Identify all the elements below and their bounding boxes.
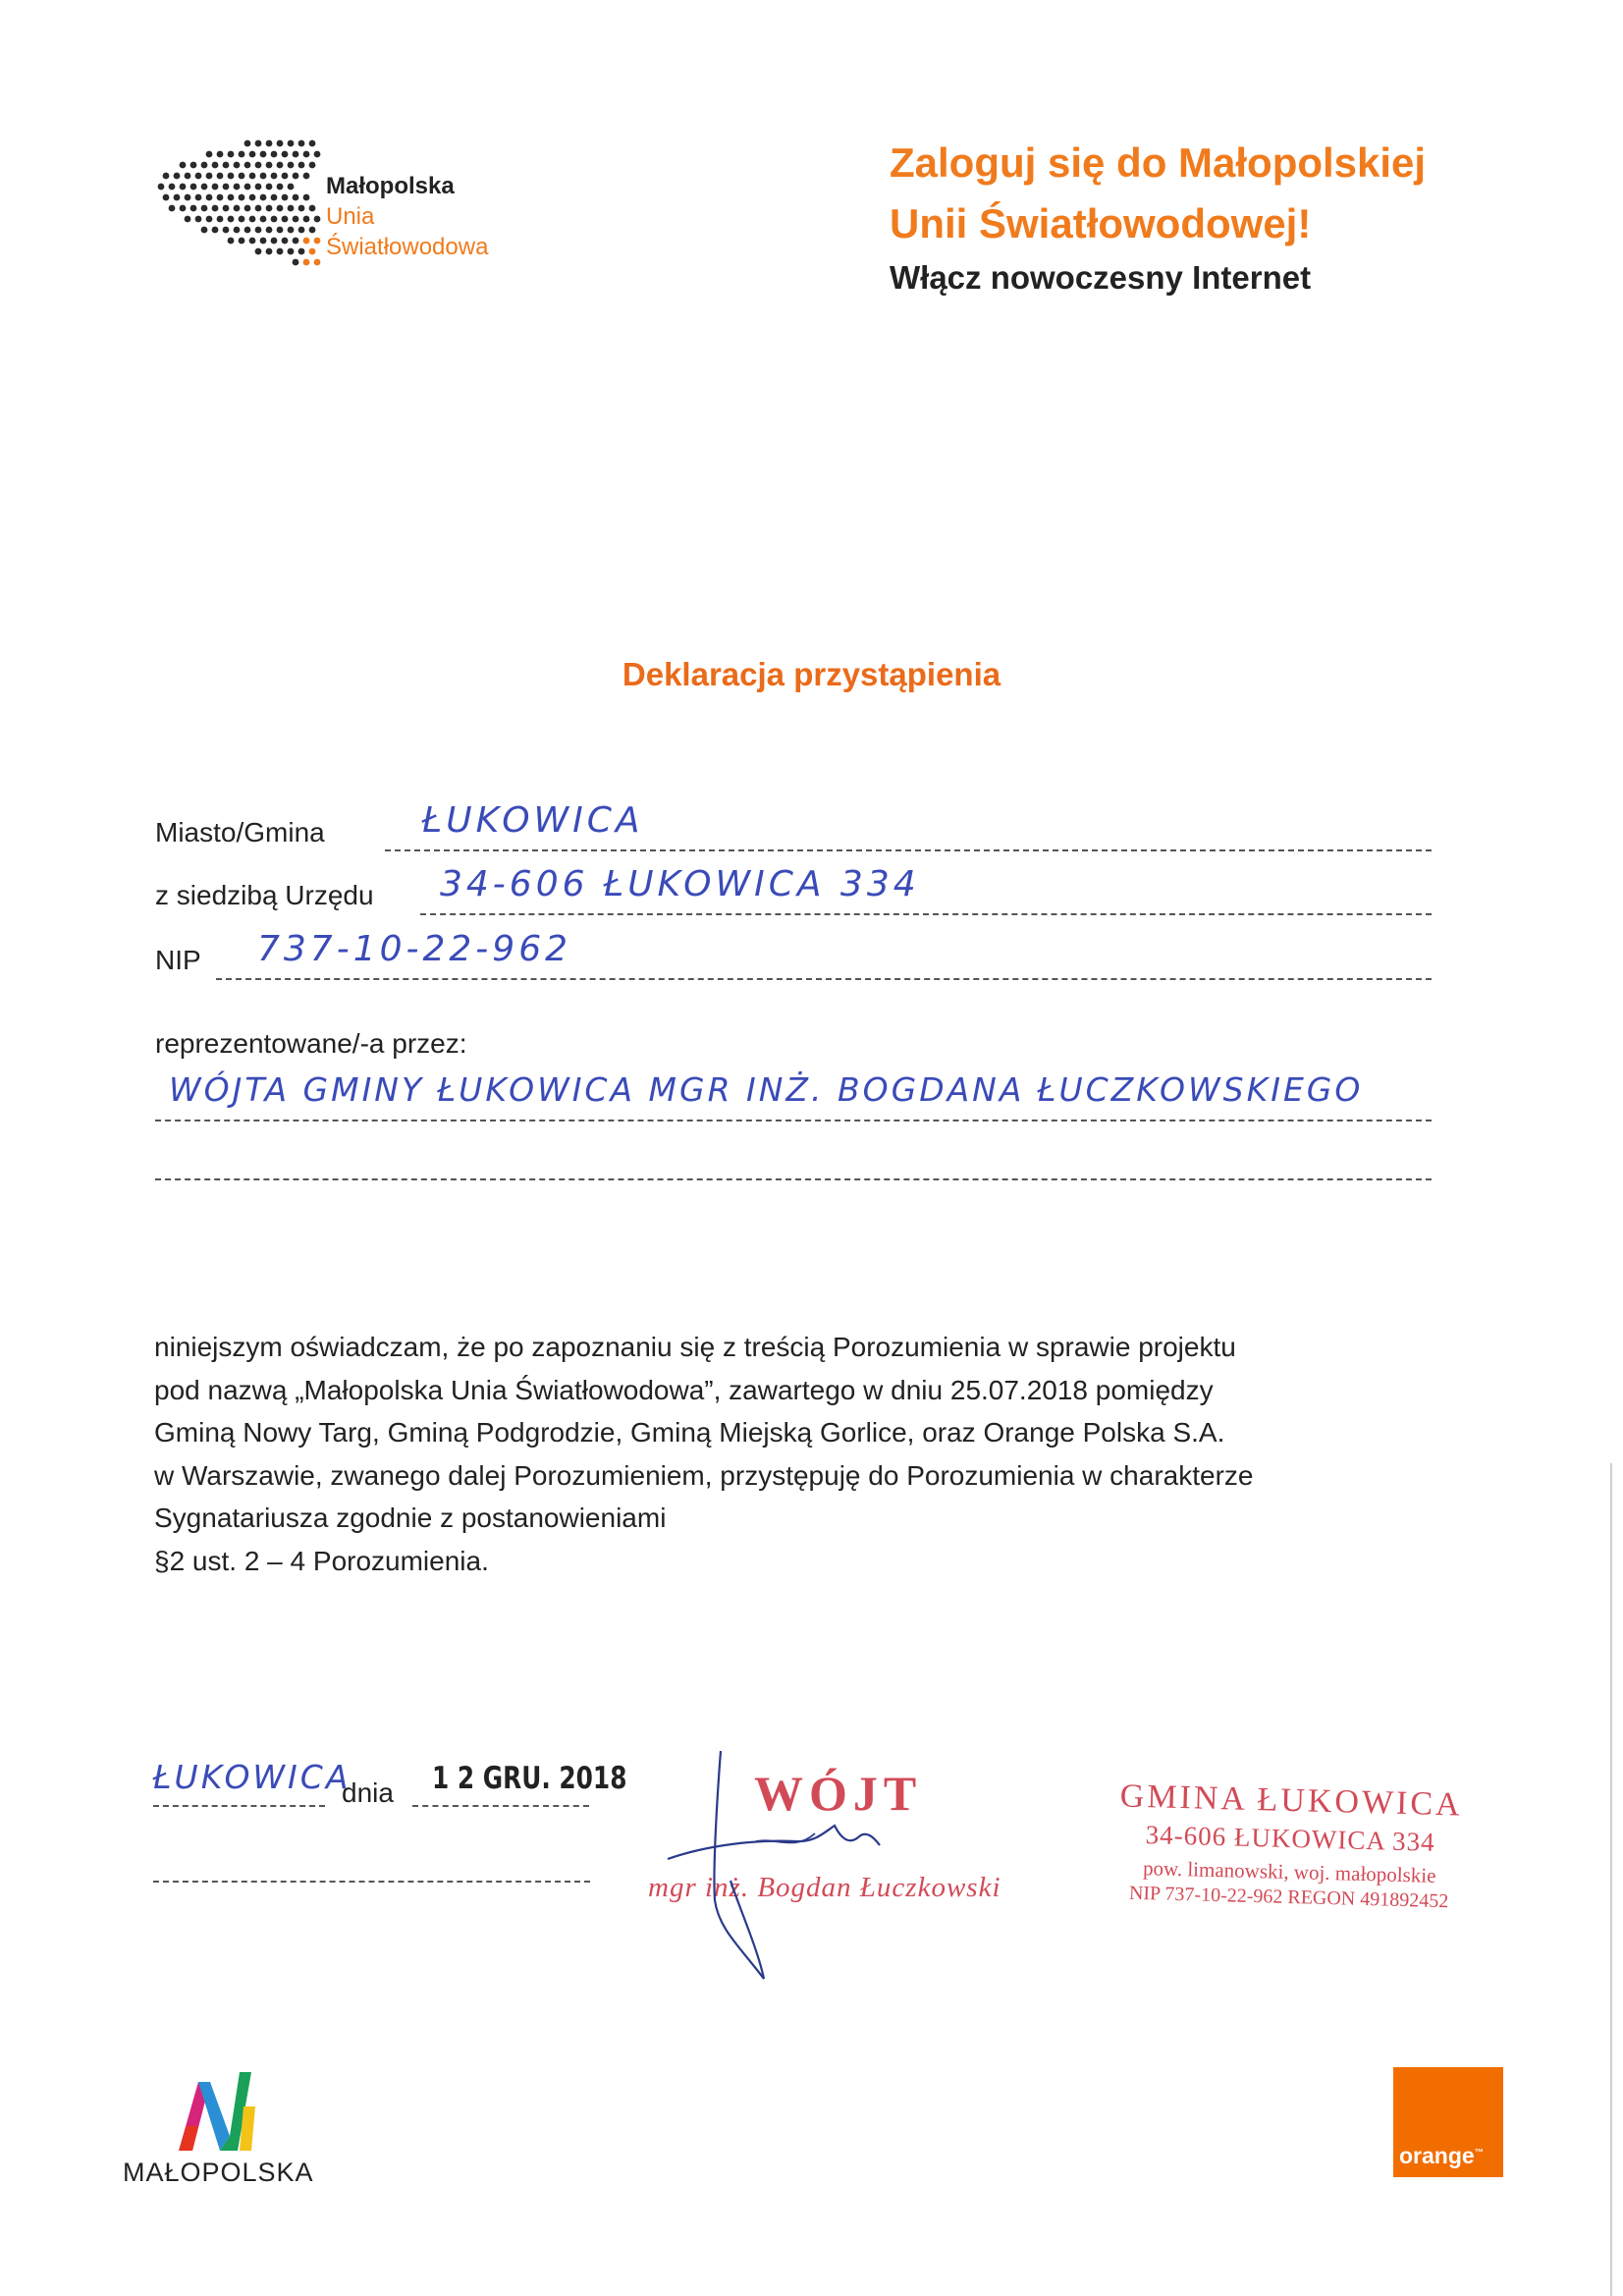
gmina-stamp-line-2: 34-606 ŁUKOWICA 334 <box>1145 1820 1436 1857</box>
city-label: Miasto/Gmina <box>155 817 325 847</box>
logo-dot <box>277 227 284 234</box>
logo-dot <box>201 227 208 234</box>
logo-dot <box>266 162 273 169</box>
logo-dot <box>260 173 267 180</box>
represented-line-2 <box>155 1178 1432 1180</box>
logo-dot <box>303 238 310 245</box>
orange-label <box>1399 2143 1484 2169</box>
nip-value[interactable]: 737-10-22-962 <box>257 929 572 969</box>
logo-dot <box>223 184 230 191</box>
headline <box>890 133 1518 300</box>
logo-dot <box>206 194 213 201</box>
malopolska-m-logo-icon <box>169 2067 267 2156</box>
logo-dot <box>185 194 191 201</box>
handwritten-signature <box>648 1743 943 1989</box>
logo-dot <box>314 259 321 266</box>
declaration-line: w Warszawie, zwanego dalej Porozumieniem, przystępuję do Porozumienia w charakterze <box>154 1459 1254 1491</box>
gmina-stamp <box>1092 1777 1488 1914</box>
logo-dot <box>228 151 235 158</box>
logo-dot <box>255 162 262 169</box>
logo-dot <box>239 151 245 158</box>
declaration-line: niniejszym oświadczam, że po zapoznaniu się z treścią Porozumienia w sprawie projektu <box>154 1332 1236 1362</box>
logo-dot <box>249 151 256 158</box>
logo-dot <box>282 238 289 245</box>
logo-dot <box>282 173 289 180</box>
logo-dot <box>244 162 251 169</box>
logo-dot <box>239 173 245 180</box>
logo-dot <box>309 140 316 147</box>
logo-dot <box>239 238 245 245</box>
logo-dot <box>271 238 278 245</box>
logo-dot <box>217 194 224 201</box>
malopolska-label: MAŁOPOLSKA <box>123 2158 314 2187</box>
headline-line-1: Zaloguj się do Małopolskiej <box>890 139 1427 186</box>
logo-dot <box>195 173 202 180</box>
logo-dot <box>271 194 278 201</box>
logo-dot <box>244 140 251 147</box>
logo-dot <box>234 205 241 212</box>
signature-line <box>153 1881 590 1883</box>
city-value[interactable]: ŁUKOWICA <box>422 800 644 841</box>
logo-dot <box>212 184 219 191</box>
logo-dot <box>185 216 191 223</box>
orange-tm: ™ <box>1474 2147 1484 2158</box>
logo-dot <box>249 216 256 223</box>
logo-dot <box>212 162 219 169</box>
logo-dot <box>158 184 165 191</box>
logo-dot <box>228 194 235 201</box>
logo-dot <box>266 140 273 147</box>
declaration-text <box>154 1326 1431 1582</box>
orange-logo-icon <box>1393 2067 1503 2177</box>
logo-dot <box>271 173 278 180</box>
logo-dot <box>195 216 202 223</box>
logo-dot <box>217 151 224 158</box>
logo-dot <box>228 216 235 223</box>
logo-dot <box>206 173 213 180</box>
logo-dot <box>163 194 170 201</box>
logo-dot <box>206 151 213 158</box>
logo-dot <box>309 205 316 212</box>
logo-dot <box>303 194 310 201</box>
logo-dot <box>282 216 289 223</box>
logo-dot <box>282 151 289 158</box>
logo-dot <box>190 162 197 169</box>
logo-dot <box>309 162 316 169</box>
declaration-line: Sygnatariusza zgodnie z postanowieniami <box>154 1503 667 1533</box>
logo-dot <box>169 205 176 212</box>
logo-dot <box>206 216 213 223</box>
logo-dot <box>314 238 321 245</box>
logo-dot <box>201 205 208 212</box>
logo-dot <box>174 194 181 201</box>
logo-dot <box>163 173 170 180</box>
logo-dot <box>271 151 278 158</box>
logo-dot <box>298 227 305 234</box>
logo-dot <box>201 162 208 169</box>
date-stamp: 1 2 GRU. 2018 <box>432 1761 627 1796</box>
malopolska-unia-logo-icon <box>155 137 322 304</box>
office-label: z siedzibą Urzędu <box>155 880 374 910</box>
represented-label: reprezentowane/-a przez: <box>155 1028 467 1059</box>
subheadline: Włącz nowoczesny Internet <box>890 259 1312 296</box>
logo-dot <box>293 259 299 266</box>
logo-dot <box>255 248 262 255</box>
place-line <box>153 1805 325 1807</box>
logo-dot <box>212 227 219 234</box>
scan-edge-line <box>1610 1463 1612 2296</box>
logo-dot <box>255 205 262 212</box>
logo-dot <box>303 151 310 158</box>
logo-dot <box>309 227 316 234</box>
gmina-stamp-line-1: GMINA ŁUKOWICA <box>1119 1777 1464 1824</box>
logo-dot <box>277 248 284 255</box>
office-value[interactable]: 34-606 ŁUKOWICA 334 <box>440 864 920 904</box>
logo-dot <box>282 194 289 201</box>
logo-dot <box>201 184 208 191</box>
brand-line-2: Unia <box>326 203 375 230</box>
logo-dot <box>190 184 197 191</box>
wojt-stamp-name: mgr inż. Bogdan Łuczkowski <box>648 1872 1001 1903</box>
logo-dot <box>174 173 181 180</box>
declaration-line: pod nazwą „Małopolska Unia Światłowodowa”, zawartego w dniu 25.07.2018 pomiędzy <box>154 1374 1214 1405</box>
logo-dot <box>293 216 299 223</box>
nip-line <box>216 978 1432 980</box>
logo-dot <box>260 238 267 245</box>
logo-dot <box>288 248 295 255</box>
logo-dot <box>277 205 284 212</box>
logo-dot <box>234 227 241 234</box>
nip-label: NIP <box>155 945 201 975</box>
logo-dot <box>266 184 273 191</box>
represented-value[interactable]: WÓJTA GMINY ŁUKOWICA MGR INŻ. BOGDANA ŁUCZKOWSKIEGO <box>169 1070 1364 1109</box>
logo-dot <box>185 173 191 180</box>
logo-dot <box>314 216 321 223</box>
logo-dot <box>277 162 284 169</box>
logo-dot <box>260 216 267 223</box>
logo-dot <box>298 205 305 212</box>
logo-dot <box>288 140 295 147</box>
logo-dot <box>217 216 224 223</box>
office-line <box>420 913 1432 915</box>
city-line <box>385 849 1432 851</box>
logo-dot <box>288 205 295 212</box>
represented-line-1 <box>155 1120 1432 1121</box>
brand-name <box>326 171 488 262</box>
logo-dot <box>169 184 176 191</box>
logo-dot <box>244 227 251 234</box>
gmina-stamp-line-3: pow. limanowski, woj. małopolskie <box>1142 1856 1436 1887</box>
logo-dot <box>234 184 241 191</box>
logo-dot <box>266 248 273 255</box>
declaration-line: §2 ust. 2 – 4 Porozumienia. <box>154 1545 489 1576</box>
gmina-stamp-line-4: NIP 737-10-22-962 REGON 491892452 <box>1128 1882 1449 1913</box>
logo-dot <box>260 194 267 201</box>
logo-dot <box>303 173 310 180</box>
logo-dot <box>223 205 230 212</box>
logo-dot <box>303 259 310 266</box>
logo-dot <box>288 184 295 191</box>
logo-dot <box>288 162 295 169</box>
logo-dot <box>195 194 202 201</box>
logo-dot <box>180 205 187 212</box>
logo-dot <box>244 184 251 191</box>
logo-dot <box>223 227 230 234</box>
logo-dot <box>212 205 219 212</box>
brand-line-3: Światłowodowa <box>326 234 489 260</box>
logo-dot <box>228 238 235 245</box>
dnia-label: dnia <box>342 1777 394 1808</box>
logo-dot <box>217 173 224 180</box>
logo-dot <box>239 194 245 201</box>
logo-dot <box>239 216 245 223</box>
logo-dot <box>180 184 187 191</box>
logo-dot <box>298 162 305 169</box>
logo-dot <box>255 140 262 147</box>
logo-dot <box>277 184 284 191</box>
logo-dot <box>180 162 187 169</box>
logo-dot <box>190 205 197 212</box>
wojt-stamp-title: WÓJT <box>754 1766 923 1821</box>
document-title: Deklaracja przystąpienia <box>622 656 1001 692</box>
logo-dot <box>249 238 256 245</box>
date-line <box>412 1805 589 1807</box>
brand-line-1: Małopolska <box>326 173 455 199</box>
orange-label-text: orange <box>1399 2143 1475 2168</box>
logo-dot <box>271 216 278 223</box>
logo-dot <box>309 248 316 255</box>
logo-dot <box>293 173 299 180</box>
place-value[interactable]: ŁUKOWICA <box>153 1758 352 1796</box>
logo-dot <box>298 140 305 147</box>
logo-dot <box>223 162 230 169</box>
logo-dot <box>314 151 321 158</box>
logo-dot <box>266 227 273 234</box>
headline-line-2: Unii Światłowodowej! <box>890 200 1312 246</box>
logo-dot <box>293 151 299 158</box>
logo-dot <box>249 173 256 180</box>
logo-dot <box>234 162 241 169</box>
logo-dot <box>293 238 299 245</box>
logo-dot <box>228 173 235 180</box>
logo-dot <box>266 205 273 212</box>
logo-dot <box>288 227 295 234</box>
logo-dot <box>255 227 262 234</box>
declaration-line: Gminą Nowy Targ, Gminą Podgrodzie, Gminą Miejską Gorlice, oraz Orange Polska S.A. <box>154 1417 1225 1448</box>
logo-dot <box>255 184 262 191</box>
logo-dot <box>244 205 251 212</box>
logo-dot <box>303 216 310 223</box>
logo-dot <box>293 194 299 201</box>
logo-dot <box>277 140 284 147</box>
logo-dot <box>260 151 267 158</box>
logo-dot <box>298 248 305 255</box>
logo-dot <box>249 194 256 201</box>
